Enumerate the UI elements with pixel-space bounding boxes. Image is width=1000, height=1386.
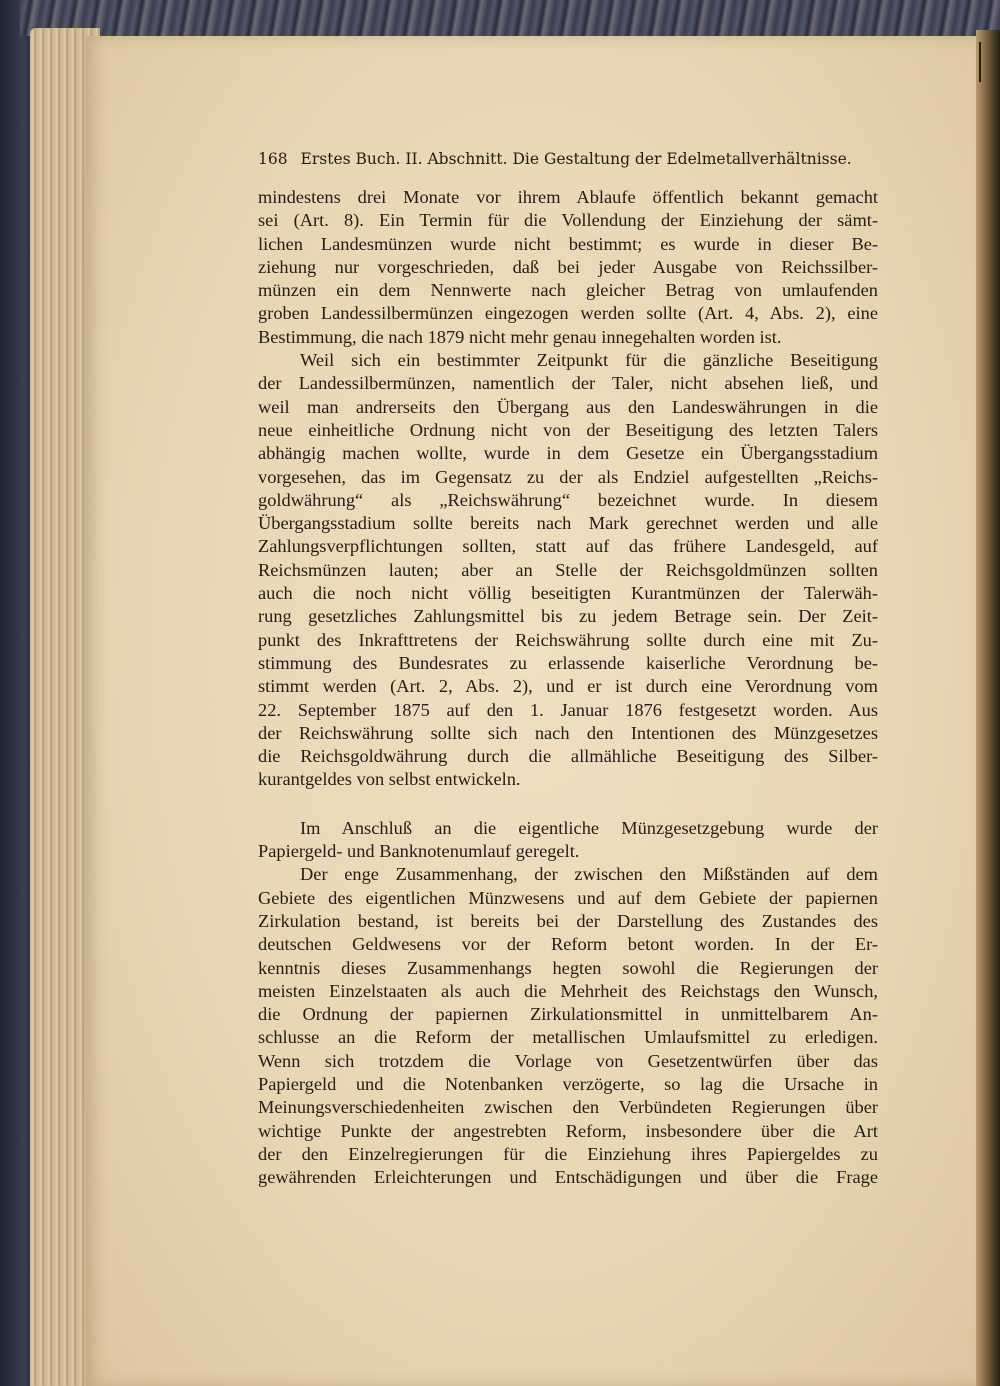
text-line: Gebiete des eigentlichen Münzwesens und auf dem Gebiete der papiernen [258,887,878,908]
text-line: lichen Landesmünzen wurde nicht bestimmt; es wurde in dieser Be- [258,233,878,254]
text-line: stimmt werden (Art. 2, Abs. 2), und er ist durch eine Verordnung vom [258,676,878,697]
text-line: die Ordnung der papiernen Zirkulationsmittel in unmittelbarem An- [258,1004,878,1025]
text-line: Der enge Zusammenhang, der zwischen den Mißständen auf dem [300,864,878,885]
marbled-cover-edge [20,0,1000,36]
text-line: der den Einzelregierungen für die Einziehung ihres Papiergeldes zu [258,1143,878,1164]
text-line: Bestimmung, die nach 1879 nicht mehr genau innegehalten worden ist. [258,326,782,347]
text-line: Wenn sich trotzdem die Vorlage von Gesetzentwürfen über das [258,1050,878,1071]
text-line: die Reichsgoldwährung durch die allmähliche Beseitigung des Silber- [258,746,878,767]
book-cover-left [0,0,34,1386]
text-line: deutschen Geldwesens vor der Reform betont worden. In der Er- [258,934,878,955]
text-line: stimmung des Bundesrates zu erlassende kaiserliche Verordnung be- [258,652,878,673]
text-line: der Landessilbermünzen, namentlich der Taler, nicht absehen ließ, und [258,373,878,394]
text-line: groben Landessilbermünzen eingezogen werden sollte (Art. 4, Abs. 2), eine [258,303,878,324]
body-text [258,186,878,1189]
text-line: schlusse an die Reform der metallischen Umlaufsmittel zu erledigen. [258,1027,878,1048]
text-line: punkt des Inkrafttretens der Reichswährung sollte durch eine mit Zu- [258,629,878,650]
text-line: ziehung nur vorgeschrieden, daß bei jeder Ausgabe von Reichssilber- [258,256,878,277]
text-line: mindestens drei Monate vor ihrem Ablaufe öffentlich bekannt gemacht [258,187,878,207]
text-line: abhängig machen wollte, wurde in dem Gesetze ein Übergangsstadium [258,443,878,464]
text-line: Meinungsverschiedenheiten zwischen den Verbündeten Regierungen über [258,1097,878,1118]
text-line: wichtige Punkte der angestrebten Reform, insbesondere über die Art [258,1120,878,1141]
gutter-mark [979,42,981,82]
text-line: Weil sich ein bestimmter Zeitpunkt für die gänzliche Beseitigung [300,350,878,371]
running-title: Erstes Buch. II. Abschnitt. Die Gestaltung der Edelmetallverhältnisse. [300,150,852,168]
text-line: Im Anschluß an die eigentliche Münzgesetzgebung wurde der [300,817,878,838]
text-line: kurantgeldes von selbst entwickeln. [258,769,521,790]
running-header [258,150,858,168]
text-line: Zirkulation bestand, ist bereits bei der Darstellung des Zustandes des [258,910,878,931]
text-line: vorgesehen, das im Gegensatz zu der als Endziel aufgestellten „Reichs- [258,466,878,487]
text-line: der Reichswährung sollte sich nach den Intentionen des Münzgesetzes [258,722,878,743]
text-line: Zahlungsverpflichtungen sollten, statt auf das frühere Landesgeld, auf [258,536,878,557]
text-line: Übergangsstadium sollte bereits nach Mark gerechnet werden und alle [258,513,878,534]
text-line: kenntnis dieses Zusammenhangs hegten sowohl die Regierungen der [258,957,878,978]
text-line: gewährenden Erleichterungen und Entschädigungen und über die Frage [258,1167,878,1188]
text-line: Reichsmünzen lauten; aber an Stelle der Reichsgoldmünzen sollten [258,559,878,580]
text-line: 22. September 1875 auf den 1. Januar 1876 festgesetzt worden. Aus [258,699,878,720]
text-line: auch die noch nicht völlig beseitigten Kurantmünzen der Talerwäh- [258,583,878,604]
text-line: münzen ein dem Nennwerte nach gleicher Betrag von umlaufenden [258,280,878,301]
text-line: neue einheitliche Ordnung nicht von der Beseitigung des letzten Talers [258,419,878,440]
text-line: rung gesetzliches Zahlungsmittel bis zu jedem Betrage sein. Der Zeit- [258,606,878,627]
text-line: Papiergeld- und Banknotenumlauf geregelt. [258,841,580,862]
text-line: meisten Einzelstaaten als auch die Mehrheit des Reichstags den Wunsch, [258,980,878,1001]
text-line: Papiergeld und die Notenbanken verzögerte, so lag die Ursache in [258,1073,878,1094]
text-line: goldwährung“ als „Reichswährung“ bezeichnet wurde. In diesem [258,489,878,510]
text-line: weil man andrerseits den Übergang aus den Landeswährungen in die [258,396,878,417]
page-number: 168 [258,150,288,168]
section-gap [258,792,878,817]
text-line: sei (Art. 8). Ein Termin für die Vollendung der Einziehung der sämt- [258,210,878,231]
book-gutter [976,30,1000,1386]
